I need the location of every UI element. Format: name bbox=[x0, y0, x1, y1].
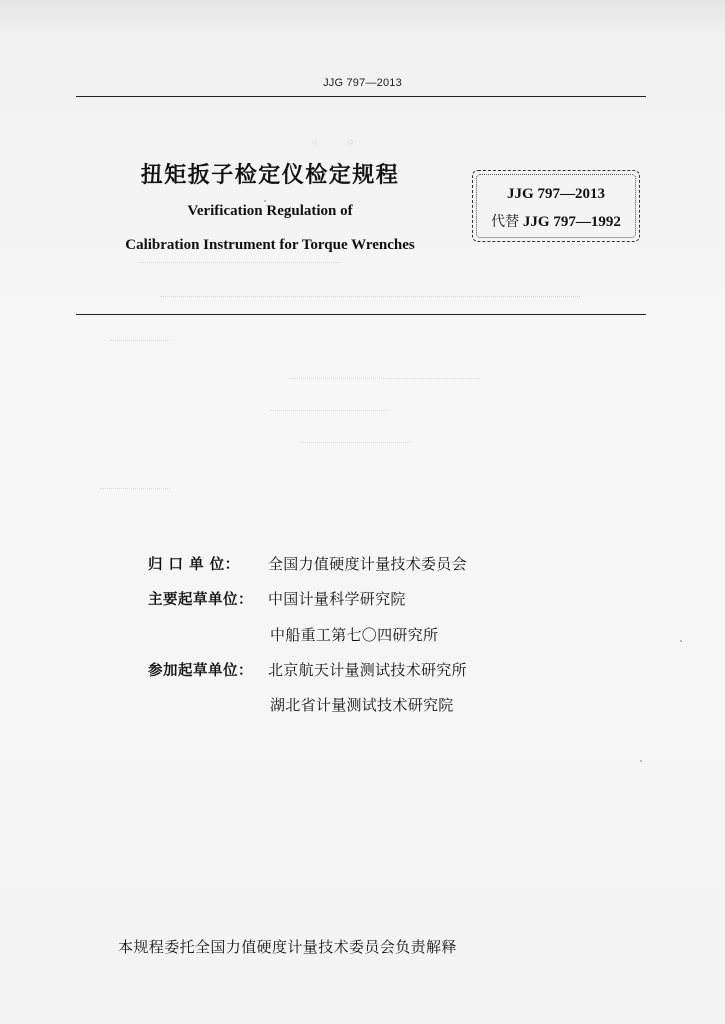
code-box-replaces-line bbox=[472, 211, 640, 231]
replaced-code: JJG 797—1992 bbox=[522, 214, 621, 230]
participating-drafter-value-1: 北京航天计量测试技术研究所 bbox=[268, 661, 467, 679]
participating-drafter-row bbox=[148, 659, 467, 680]
running-header-code: JJG 797—2013 bbox=[323, 77, 402, 89]
scan-speck bbox=[640, 760, 642, 762]
main-drafter-value-1: 中国计量科学研究院 bbox=[268, 590, 406, 608]
code-box-current-code: JJG 797—2013 bbox=[507, 186, 605, 202]
responsible-unit-label: 归 口 单 位： bbox=[148, 557, 240, 573]
show-through-mark: ◦ ◦ bbox=[310, 133, 356, 152]
title-chinese: 扭矩扳子检定仪检定规程 bbox=[140, 163, 400, 188]
show-through-mark bbox=[300, 442, 410, 444]
title-english-line-1: Verification Regulation of bbox=[187, 203, 353, 219]
show-through-mark bbox=[140, 262, 340, 264]
main-drafter-value-2: 中船重工第七〇四研究所 bbox=[270, 626, 439, 644]
show-through-mark bbox=[110, 340, 170, 342]
show-through-mark bbox=[160, 296, 580, 298]
standard-code-box bbox=[472, 170, 640, 242]
main-drafter-label: 主要起草单位： bbox=[148, 592, 253, 608]
scan-speck bbox=[680, 640, 682, 642]
header-rule bbox=[76, 96, 646, 97]
interpretation-note: 本规程委托全国力值硬度计量技术委员会负责解释 bbox=[118, 938, 457, 956]
show-through-mark bbox=[100, 488, 170, 490]
participating-drafter-value-2: 湖北省计量测试技术研究院 bbox=[270, 696, 454, 714]
participating-drafter-label: 参加起草单位： bbox=[148, 663, 253, 679]
scan-speck bbox=[264, 200, 266, 202]
scan-shadow bbox=[0, 0, 725, 40]
title-section-rule bbox=[76, 314, 646, 315]
show-through-mark bbox=[290, 378, 480, 380]
replaces-prefix: 代替 bbox=[491, 214, 520, 230]
show-through-mark bbox=[270, 410, 390, 412]
responsible-unit-value: 全国力值硬度计量技术委员会 bbox=[268, 555, 467, 573]
title-english-line-2: Calibration Instrument for Torque Wrenches bbox=[125, 237, 415, 253]
responsible-unit-row bbox=[148, 553, 467, 574]
main-drafter-row bbox=[148, 588, 406, 609]
